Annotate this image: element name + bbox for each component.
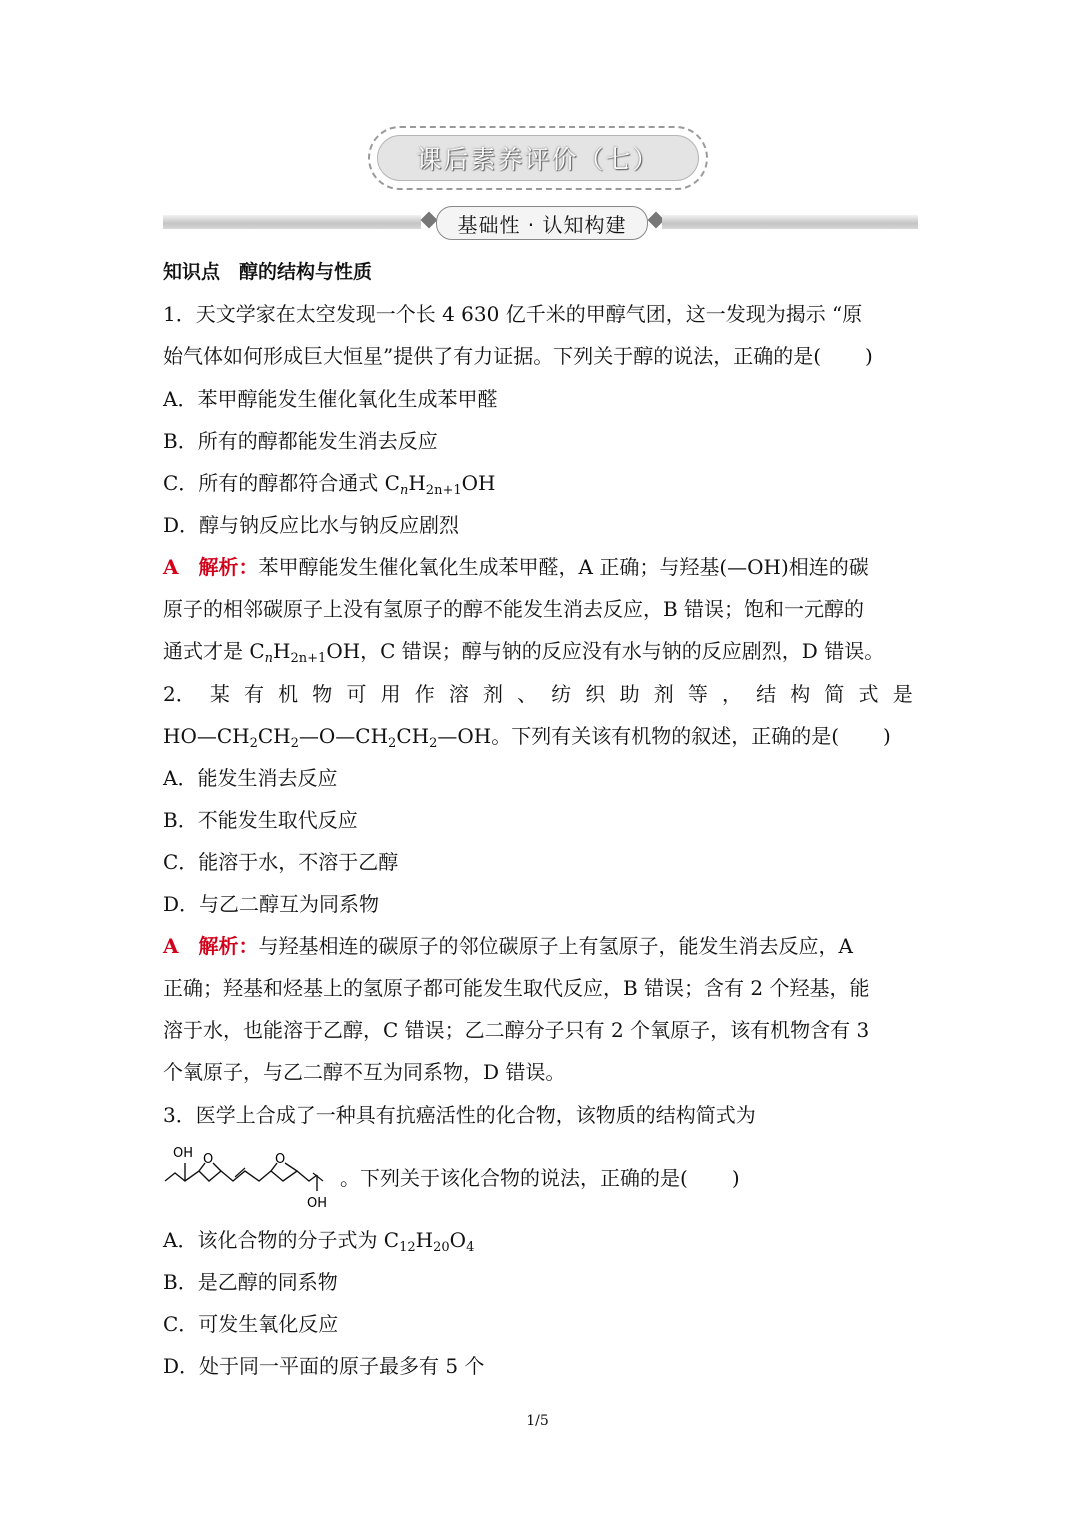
- q1-analysis-line2: 原子的相邻碳原子上没有氢原子的醇不能发生消去反应，B 错误；饱和一元醇的: [163, 597, 865, 621]
- epoxide-bond: [213, 1163, 221, 1171]
- q3-stem-line2: 。下列关于该化合物的说法，正确的是( ): [340, 1166, 740, 1190]
- q2-option-c: C．能溶于水，不溶于乙醇: [163, 850, 399, 874]
- q3-option-b: B．是乙醇的同系物: [163, 1270, 338, 1294]
- section-bar-left: [163, 215, 421, 229]
- section-title: 基础性 · 认知构建: [436, 206, 648, 240]
- q2-option-d: D．与乙二醇互为同系物: [163, 892, 380, 916]
- oh-label-bottom: OH: [307, 1196, 328, 1211]
- q2-analysis-line1: A 解析：与羟基相连的碳原子的邻位碳原子上有氢原子，能发生消去反应，A: [163, 934, 853, 958]
- analysis-label: 解析：: [198, 555, 259, 579]
- oh-label-top: OH: [173, 1146, 194, 1161]
- q1-option-c: C．所有的醇都符合通式 $C_nH_{2n+1}OH$: [163, 471, 496, 498]
- q2-analysis-line4: 个氧原子，与乙二醇不互为同系物，D 错误。: [163, 1060, 566, 1084]
- page-title: 课后素养评价（七）: [377, 135, 699, 181]
- q1-option-a: A．苯甲醇能发生催化氧化生成苯甲醛: [163, 387, 498, 411]
- topic-heading: 知识点 醇的结构与性质: [163, 261, 373, 283]
- carbon-chain: [165, 1171, 317, 1181]
- page-number: 1/5: [526, 1413, 549, 1429]
- q2-option-b: B．不能发生取代反应: [163, 808, 358, 832]
- q1-analysis-line1: A 解析：苯甲醇能发生催化氧化生成苯甲醛，A 正确；与羟基(—OH)相连的碳: [163, 555, 869, 579]
- q2-analysis-line3: 溶于水，也能溶于乙醇，C 错误；乙二醇分子只有 2 个氧原子，该有机物含有 3: [163, 1018, 870, 1042]
- diamond-icon: [421, 212, 438, 229]
- q2-option-a: A．能发生消去反应: [163, 766, 338, 790]
- section-bar-right: [662, 215, 918, 229]
- q2-analysis-line2: 正确；羟基和烃基上的氢原子都可能发生取代反应，B 错误；含有 2 个羟基，能: [163, 976, 870, 1000]
- q2-answer: A: [163, 934, 179, 958]
- analysis-label: 解析：: [198, 934, 259, 958]
- q2-formula: $HO—CH_2CH_2—O—CH_2CH_2—OH$: [163, 724, 492, 751]
- q2-stem-line2: $HO—CH_2CH_2—O—CH_2CH_2—OH$。下列有关该有机物的叙述，正确的是( ): [163, 724, 891, 751]
- q1-stem-line1: 1．天文学家在太空发现一个长 4 630 亿千米的甲醇气团，这一发现为揭示 “原: [163, 302, 863, 326]
- epoxide-bond: [285, 1163, 297, 1171]
- q1-answer: A: [163, 555, 179, 579]
- q3-stem-line1: 3．医学上合成了一种具有抗癌活性的化合物，该物质的结构简式为: [163, 1103, 756, 1127]
- oxygen-label: O: [203, 1152, 214, 1167]
- q2-stem-line1: 2． 某 有 机 物 可 用 作 溶 剂 、 纺 织 助 剂 等 ， 结 构 简 式 是: [163, 682, 913, 706]
- q3-option-c: C．可发生氧化反应: [163, 1312, 339, 1336]
- q1-option-b: B．所有的醇都能发生消去反应: [163, 429, 438, 453]
- q3-structure-diagram: [163, 1143, 343, 1211]
- title-badge: [368, 126, 708, 190]
- q3-option-d: D．处于同一平面的原子最多有 5 个: [163, 1354, 485, 1378]
- q1-option-d: D．醇与钠反应比水与钠反应剧烈: [163, 513, 460, 537]
- q1-stem-line2: 始气体如何形成巨大恒星”提供了有力证据。下列关于醇的说法，正确的是( ): [163, 344, 873, 368]
- oxygen-label: O: [275, 1152, 286, 1167]
- q3-option-a: A．该化合物的分子式为 $C_{12}H_{20}O_4$: [163, 1228, 475, 1255]
- q1-analysis-line3: 通式才是 $C_nH_{2n+1}OH$，C 错误；醇与钠的反应没有水与钠的反应剧烈，D 错误。: [163, 639, 885, 666]
